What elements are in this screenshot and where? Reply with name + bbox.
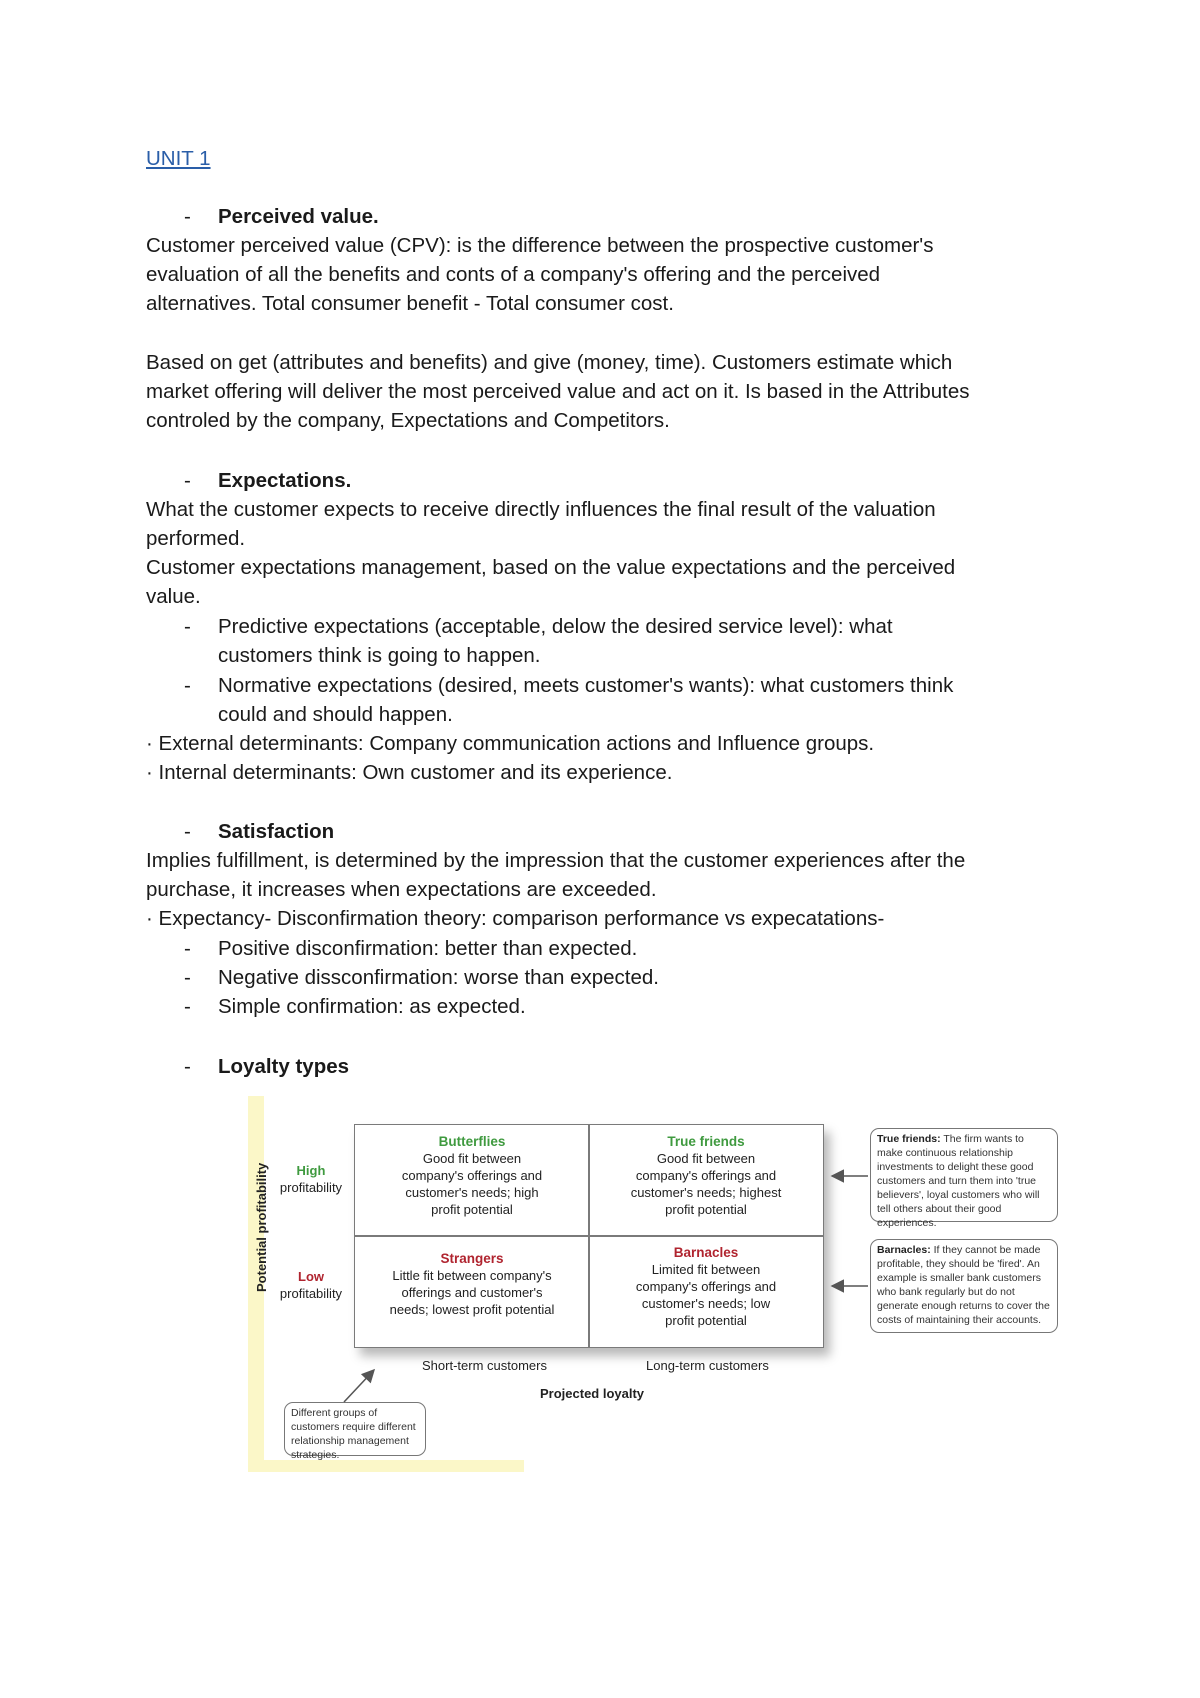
paragraph-line: Implies fulfillment, is determined by the impression that the customer experiences after the bbox=[146, 849, 966, 872]
bullet-dash: - bbox=[184, 966, 191, 989]
cell-true-friends: True friends Good fit between company's offerings and customer's needs; highest profit potential bbox=[630, 1134, 782, 1217]
paragraph-line: What the customer expects to receive directly influences the final result of the valuation bbox=[146, 498, 936, 521]
paragraph-line: · Internal determinants: Own customer and its experience. bbox=[146, 761, 673, 784]
cell-barnacles: Barnacles Limited fit between company's offerings and customer's needs; low profit potential bbox=[635, 1245, 777, 1328]
paragraph-line: purchase, it increases when expectations are exceeded. bbox=[146, 878, 657, 901]
cell-butterflies: Butterflies Good fit between company's offerings and customer's needs; high profit potential bbox=[401, 1134, 543, 1217]
arrow-to-matrix bbox=[344, 1370, 374, 1402]
section-title-expectations: Expectations. bbox=[218, 469, 352, 492]
bullet-dash: - bbox=[184, 615, 191, 638]
paragraph-line: value. bbox=[146, 585, 201, 608]
bullet-dash: - bbox=[184, 995, 191, 1018]
bullet-dash: - bbox=[184, 937, 191, 960]
bullet-dash: - bbox=[184, 205, 191, 228]
cell-strangers: Strangers Little fit between company's offerings and customer's needs; lowest profit potential bbox=[389, 1251, 555, 1317]
list-item: Negative dissconfirmation: worse than expected. bbox=[218, 966, 659, 989]
list-item: could and should happen. bbox=[218, 703, 453, 726]
paragraph-line: alternatives. Total consumer benefit - Total consumer cost. bbox=[146, 292, 674, 315]
list-item: Normative expectations (desired, meets customer's wants): what customers think bbox=[218, 674, 954, 697]
section-title-perceived: Perceived value. bbox=[218, 205, 379, 228]
paragraph-line: performed. bbox=[146, 527, 246, 550]
bullet-dash: - bbox=[184, 1055, 191, 1078]
list-item: Simple confirmation: as expected. bbox=[218, 995, 526, 1018]
paragraph-line: market offering will deliver the most perceived value and act on it. Is based in the Attributes bbox=[146, 380, 970, 403]
column-label-short: Short-term customers bbox=[422, 1358, 547, 1373]
arrows-layer bbox=[248, 1096, 1068, 1474]
callout-true-friends: True friends: The firm wants to make continuous relationship investments to delight these good customers and turn them into 'true believers', loyal customers who will tell others about their good experiences. bbox=[870, 1128, 1058, 1222]
y-axis-label: Potential profitability bbox=[254, 1162, 269, 1292]
paragraph-line: · Expectancy- Disconfirmation theory: comparison performance vs expecatations- bbox=[146, 907, 885, 930]
row-label-high: High profitability bbox=[279, 1163, 343, 1195]
paragraph-line: Customer perceived value (CPV): is the difference between the prospective customer's bbox=[146, 234, 934, 257]
section-title-loyalty: Loyalty types bbox=[218, 1055, 350, 1078]
paragraph-line: · External determinants: Company communication actions and Influence groups. bbox=[146, 732, 875, 755]
list-item: customers think is going to happen. bbox=[218, 644, 541, 667]
row-label-low: Low profitability bbox=[279, 1269, 343, 1301]
bullet-dash: - bbox=[184, 469, 191, 492]
callout-relationship-strategies: Different groups of customers require different relationship management strategies. bbox=[284, 1402, 426, 1456]
unit-heading[interactable]: UNIT 1 bbox=[146, 147, 211, 170]
paragraph-line: Based on get (attributes and benefits) and give (money, time). Customers estimate which bbox=[146, 351, 953, 374]
paragraph-line: controled by the company, Expectations and Competitors. bbox=[146, 409, 670, 432]
paragraph-line: Customer expectations management, based on the value expectations and the perceived bbox=[146, 556, 956, 579]
column-label-long: Long-term customers bbox=[646, 1358, 769, 1373]
paragraph-line: evaluation of all the benefits and conts of a company's offering and the perceived bbox=[146, 263, 881, 286]
callout-barnacles: Barnacles: If they cannot be made profitable, they should be 'fired'. An example is smaller bank customers who bank regularly but do not generate enough returns to cover the costs of maintaining their accounts. bbox=[870, 1239, 1058, 1333]
section-title-satisfaction: Satisfaction bbox=[218, 820, 335, 843]
list-item: Predictive expectations (acceptable, delow the desired service level): what bbox=[218, 615, 893, 638]
x-axis-label: Projected loyalty bbox=[540, 1386, 645, 1401]
bullet-dash: - bbox=[184, 820, 191, 843]
bullet-dash: - bbox=[184, 674, 191, 697]
list-item: Positive disconfirmation: better than expected. bbox=[218, 937, 638, 960]
loyalty-matrix-diagram bbox=[248, 1096, 1068, 1474]
